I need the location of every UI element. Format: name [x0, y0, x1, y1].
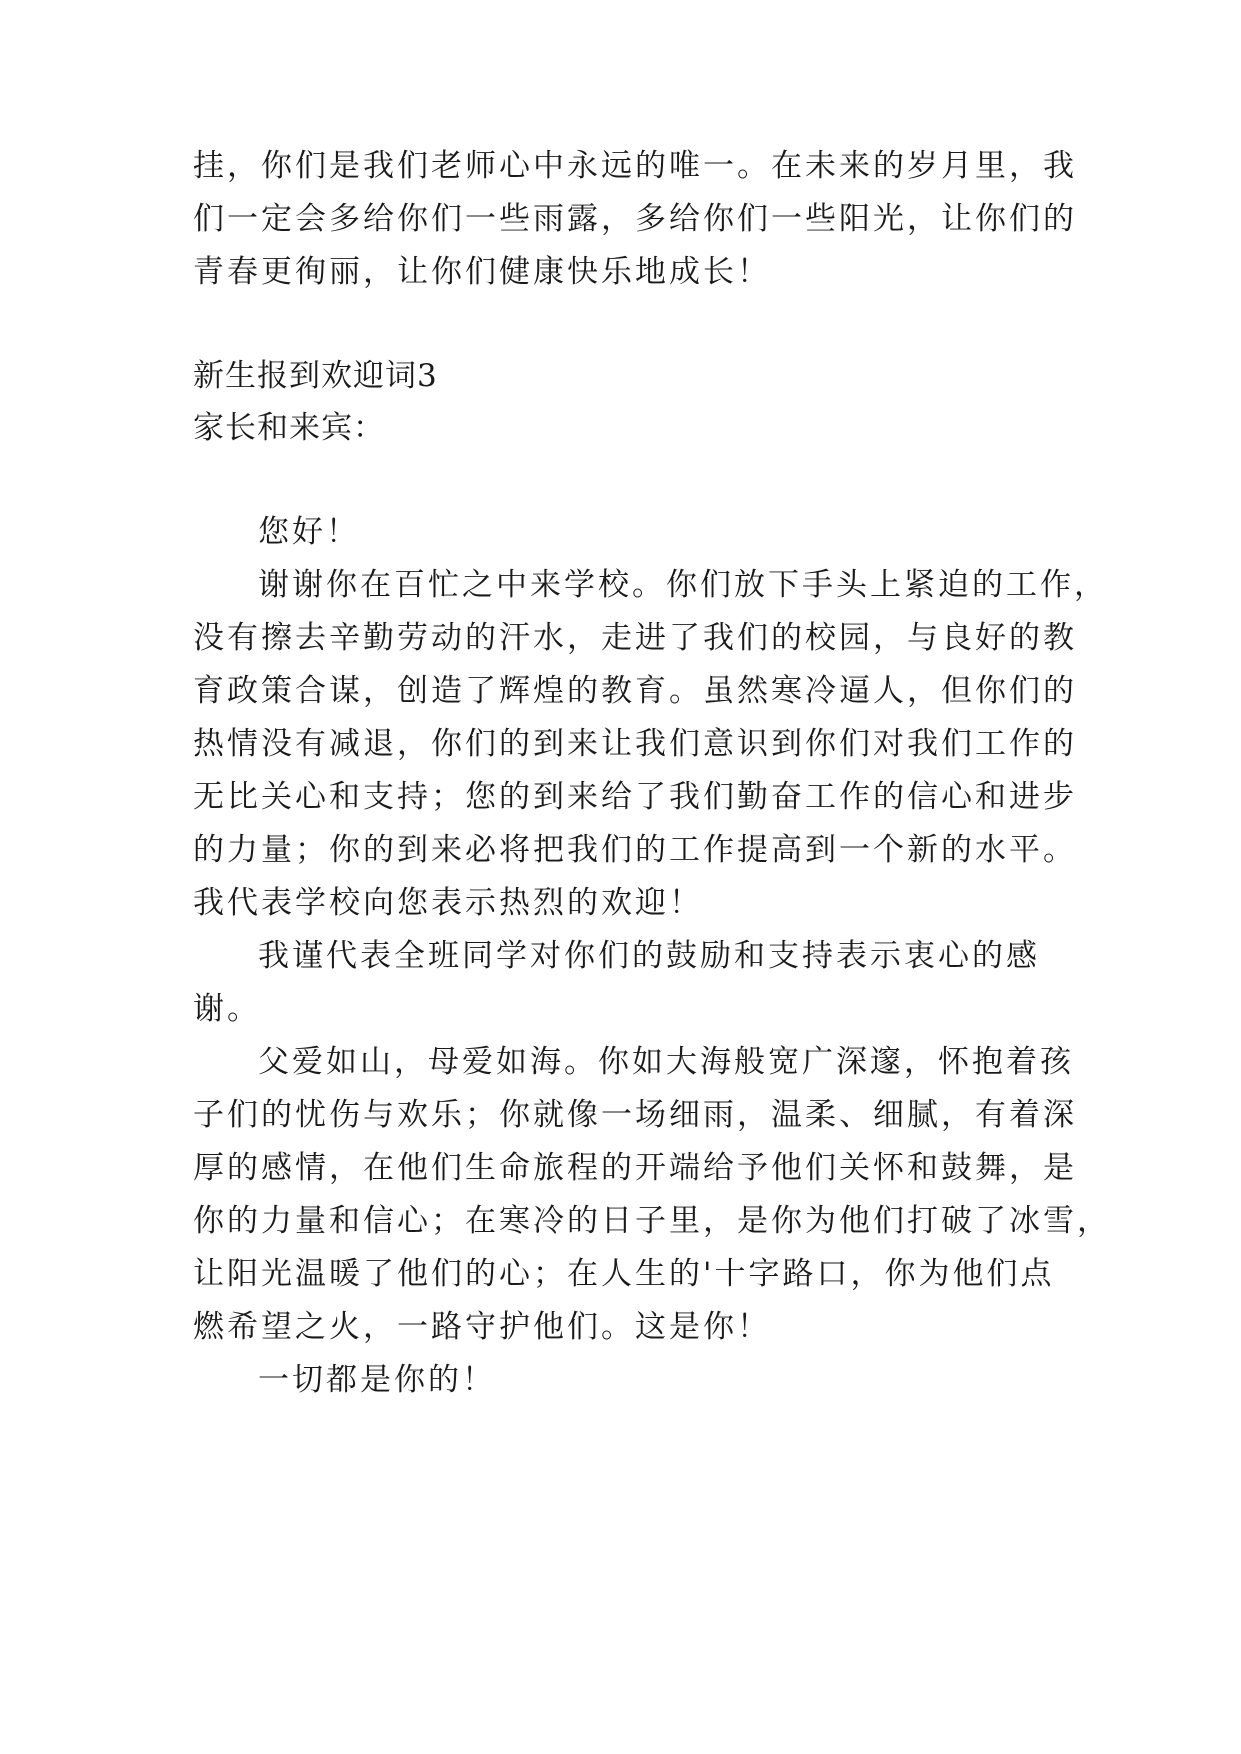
para1-line-3: 育政策合谋，创造了辉煌的教育。虽然寒冷逼人，但你们的	[193, 673, 1077, 709]
para2-line-2: 谢。	[193, 991, 261, 1027]
section-title: 新生报到欢迎词3	[193, 358, 438, 394]
greeting: 您好！	[258, 514, 360, 550]
para2-line-1: 我谨代表全班同学对你们的鼓励和支持表示衷心的感	[258, 938, 1040, 974]
para1-line-7: 我代表学校向您表示热烈的欢迎！	[193, 885, 703, 921]
para1-line-5: 无比关心和支持；您的到来给了我们勤奋工作的信心和进步	[193, 779, 1077, 815]
closing-line: 一切都是你的！	[258, 1362, 496, 1398]
para1-line-4: 热情没有减退，你们的到来让我们意识到你们对我们工作的	[193, 726, 1077, 762]
para3-line-4: 你的力量和信心；在寒冷的日子里，是你为他们打破了冰雪，	[193, 1203, 1111, 1239]
para3-line-1: 父爱如山，母爱如海。你如大海般宽广深邃，怀抱着孩	[258, 1044, 1074, 1080]
intro-line-2: 们一定会多给你们一些雨露，多给你们一些阳光，让你们的	[193, 201, 1077, 237]
para1-line-6: 的力量；你的到来必将把我们的工作提高到一个新的水平。	[193, 832, 1077, 868]
para3-line-5: 让阳光温暖了他们的心；在人生的'十字路口，你为他们点	[193, 1256, 1055, 1292]
para3-line-6: 燃希望之火，一路守护他们。这是你！	[193, 1309, 771, 1345]
para3-line-3: 厚的感情，在他们生命旅程的开端给予他们关怀和鼓舞，是	[193, 1150, 1077, 1186]
intro-line-1: 挂，你们是我们老师心中永远的唯一。在未来的岁月里，我	[193, 148, 1077, 184]
intro-line-3: 青春更徇丽，让你们健康快乐地成长！	[193, 254, 771, 290]
para1-line-1: 谢谢你在百忙之中来学校。你们放下手头上紧迫的工作，	[258, 567, 1108, 603]
para1-line-2: 没有擦去辛勤劳动的汗水，走进了我们的校园，与良好的教	[193, 620, 1077, 656]
salutation: 家长和来宾：	[193, 410, 385, 446]
para3-line-2: 子们的忧伤与欢乐；你就像一场细雨，温柔、细腻，有着深	[193, 1097, 1077, 1133]
